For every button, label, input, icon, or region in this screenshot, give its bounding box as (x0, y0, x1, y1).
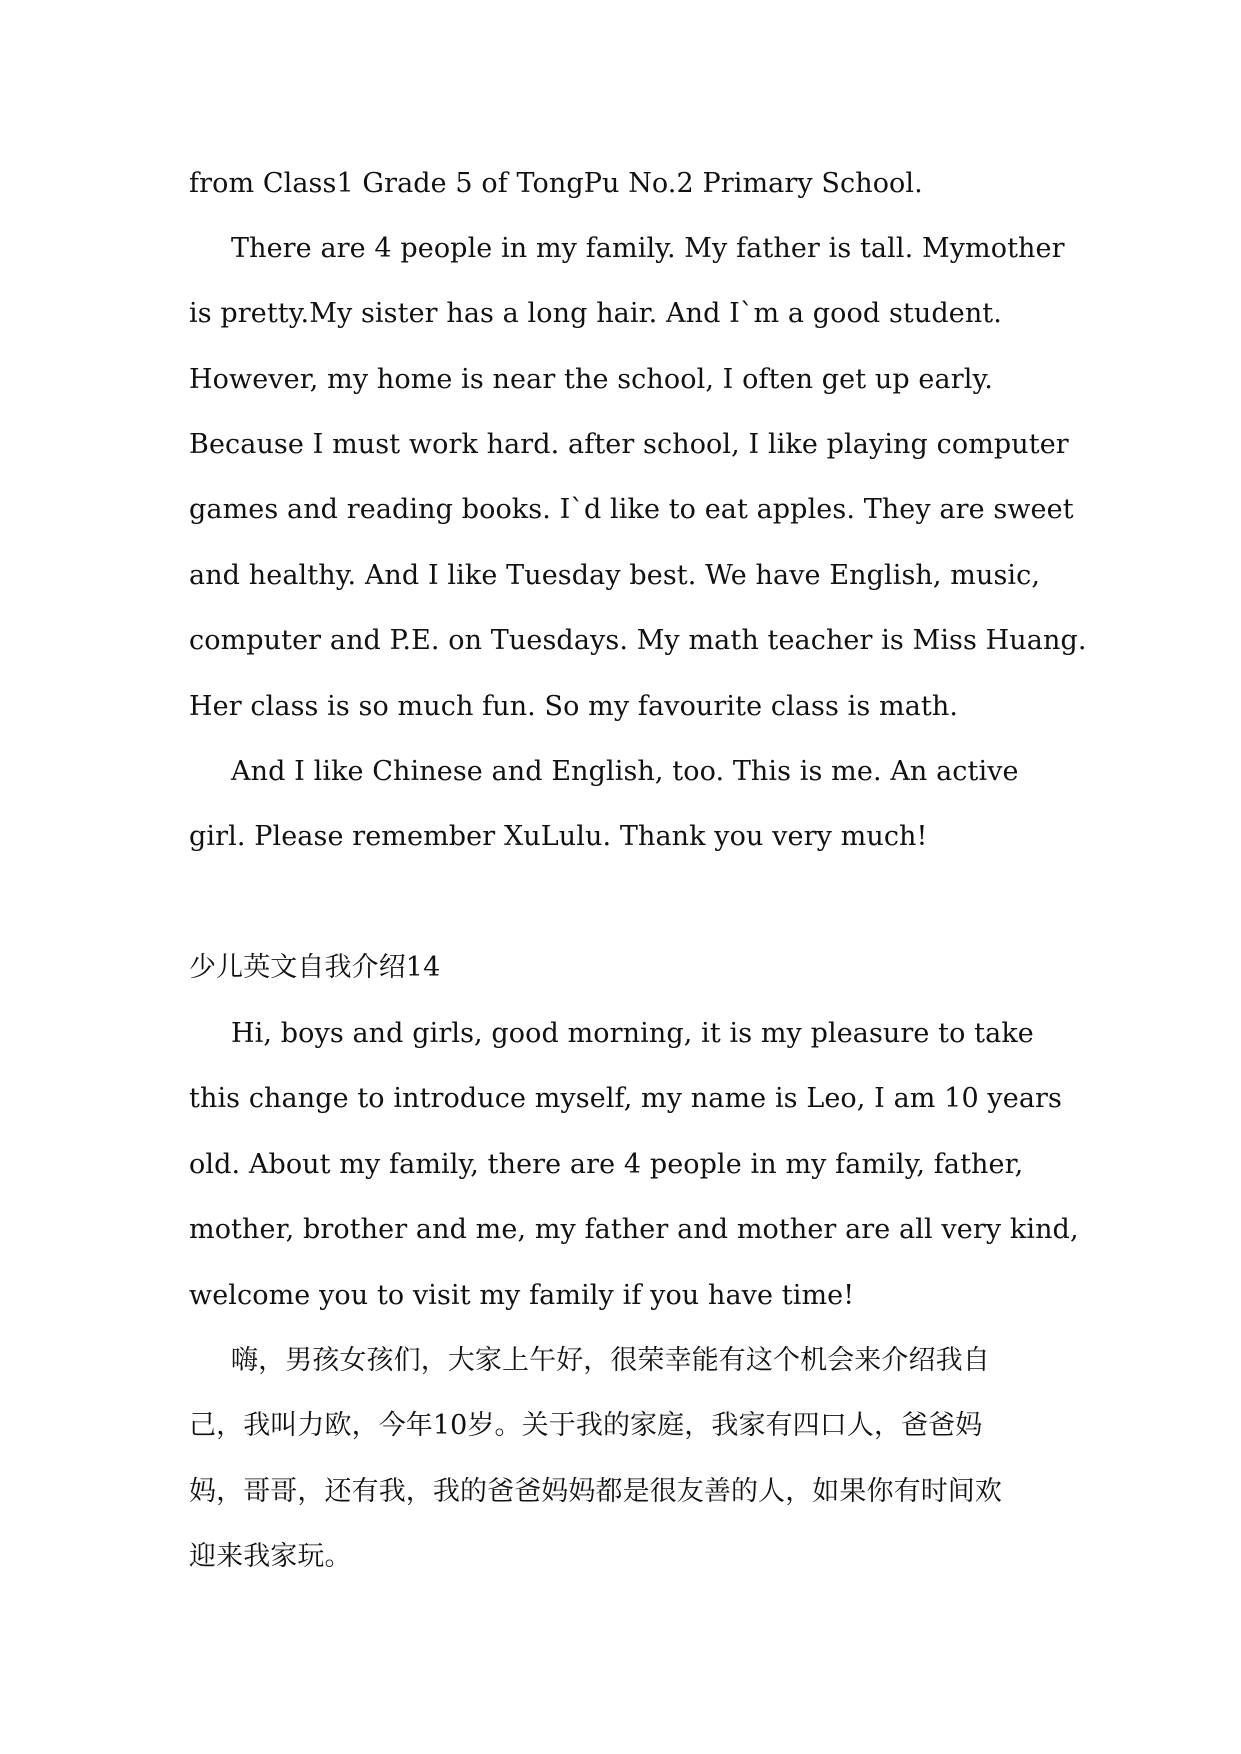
paragraph-line: However, my home is near the school, I often get up early. (189, 364, 993, 395)
paragraph-line: welcome you to visit my family if you have time! (189, 1280, 855, 1311)
paragraph-line: 嗨，男孩女孩们，大家上午好，很荣幸能有这个机会来介绍我自 (231, 1345, 990, 1376)
paragraph-line: and healthy. And I like Tuesday best. We have English, music, (189, 560, 1041, 591)
paragraph-line: mother, brother and me, my father and mother are all very kind, (189, 1214, 1079, 1245)
section-heading: 少儿英文自我介绍14 (189, 952, 441, 983)
paragraph-line: 妈，哥哥，还有我，我的爸爸妈妈都是很友善的人，如果你有时间欢 (189, 1476, 1002, 1507)
paragraph-line: old. About my family, there are 4 people in my family, father, (189, 1149, 1024, 1180)
paragraph-line: girl. Please remember XuLulu. Thank you very much! (189, 821, 928, 852)
paragraph-line: computer and P.E. on Tuesdays. My math teacher is Miss Huang. (189, 625, 1087, 656)
paragraph-line: 己，我叫力欧，今年10岁。关于我的家庭，我家有四口人，爸爸妈 (189, 1410, 983, 1441)
paragraph-line: is pretty.My sister has a long hair. And I`m a good student. (189, 298, 1002, 329)
paragraph-line: Her class is so much fun. So my favourite class is math. (189, 691, 959, 722)
paragraph-line: Because I must work hard. after school, I like playing computer (189, 429, 1069, 460)
paragraph-line: this change to introduce myself, my name is Leo, I am 10 years (189, 1083, 1063, 1114)
paragraph-line: 迎来我家玩。 (189, 1541, 352, 1572)
paragraph-line: from Class1 Grade 5 of TongPu No.2 Primary School. (189, 168, 923, 199)
paragraph-line: games and reading books. I`d like to eat apples. They are sweet (189, 494, 1074, 525)
paragraph-line: And I like Chinese and English, too. This is me. An active (231, 756, 1019, 787)
paragraph-line: Hi, boys and girls, good morning, it is my pleasure to take (231, 1018, 1034, 1049)
paragraph-line: There are 4 people in my family. My father is tall. Mymother (231, 233, 1065, 264)
